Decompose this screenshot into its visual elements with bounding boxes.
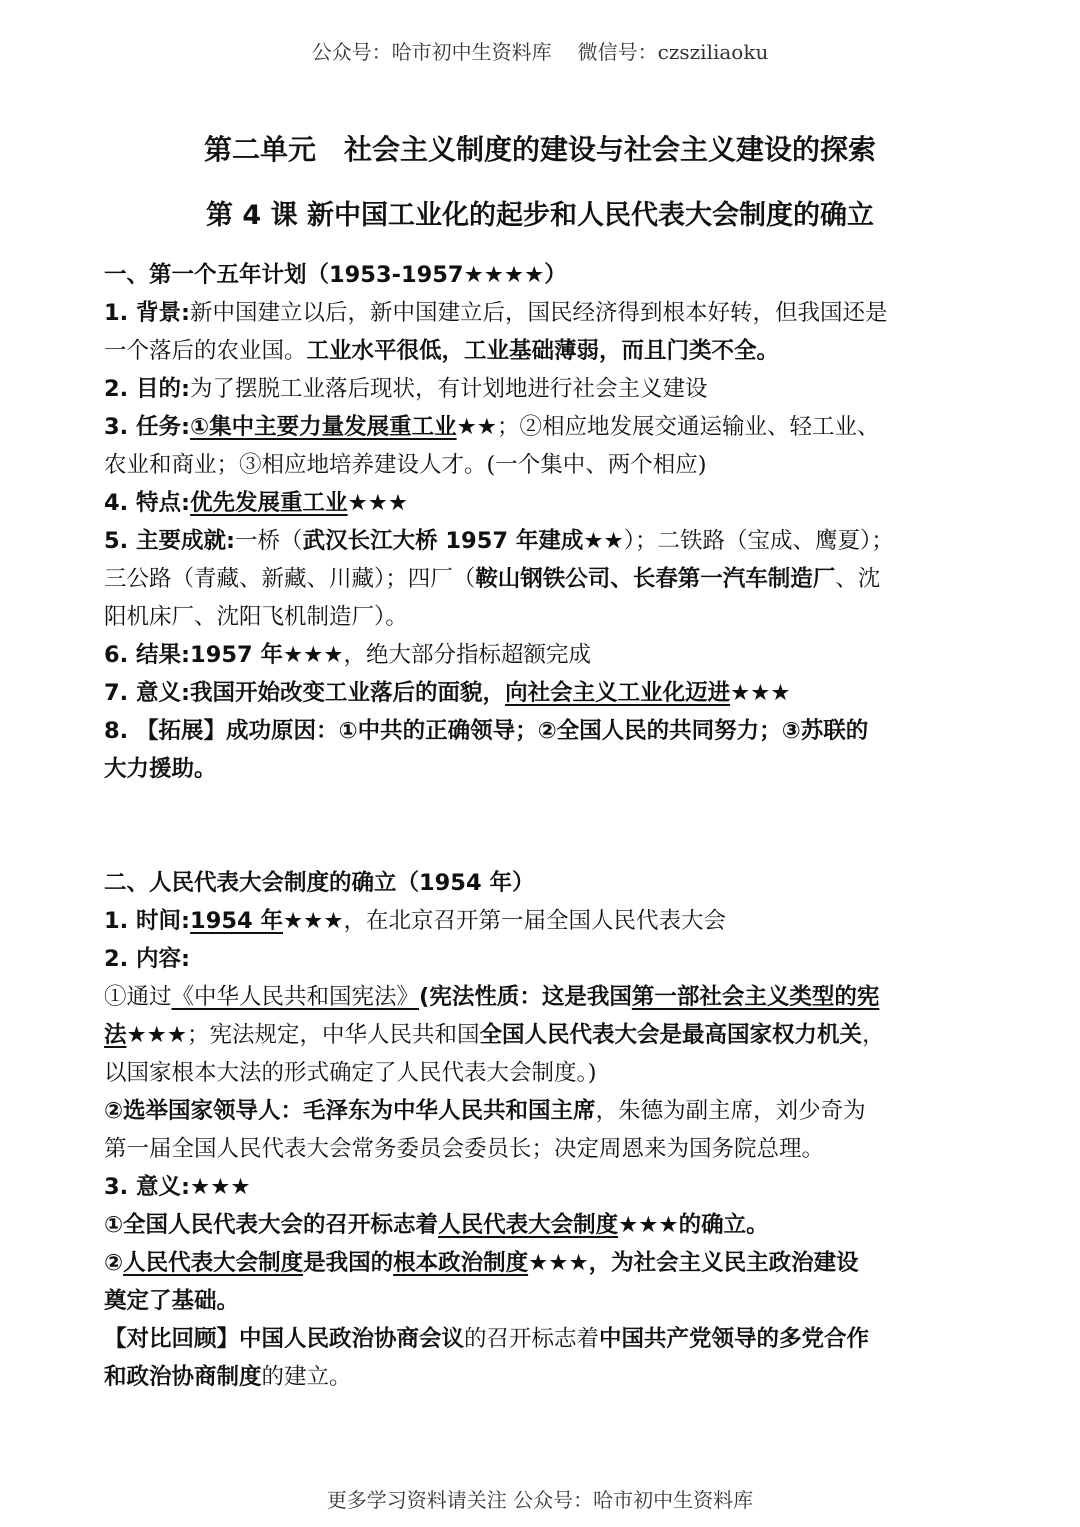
s1-item-achievements-cont2: 阳机床厂、沈阳飞机制造厂）。	[104, 604, 408, 630]
s2-item-significance: 3. 意义:★★★	[104, 1174, 251, 1200]
section1-heading: 一、第一个五年计划（1953-1957★★★★）	[104, 262, 567, 288]
s1-item-achievements: 5. 主要成就:一桥（武汉长江大桥 1957 年建成★★）；二铁路（宝成、鹰夏）；	[104, 528, 894, 554]
s1-item-extension-cont: 大力援助。	[104, 756, 217, 782]
page-footer: 更多学习资料请关注 公众号：哈市初中生资料库	[326, 1488, 754, 1512]
s2-review: 【对比回顾】中国人民政治协商会议的召开标志着中国共产党领导的多党合作	[104, 1326, 870, 1352]
s1-item-achievements-cont: 三公路（青藏、新藏、川藏）；四厂（鞍山钢铁公司、长春第一汽车制造厂、沈	[104, 566, 881, 592]
page-header	[0, 36, 1080, 65]
s2-content-election: ②选举国家领导人：毛泽东为中华人民共和国主席，朱德为副主席，刘少奇为	[104, 1098, 866, 1124]
s2-content-constitution-cont2: 以国家根本大法的形式确定了人民代表大会制度。)	[104, 1060, 597, 1086]
s2-significance-2-cont: 奠定了基础。	[104, 1288, 240, 1314]
s1-item-task: 3. 任务:①集中主要力量发展重工业★★；②相应地发展交通运输业、轻工业、	[104, 414, 880, 440]
document-body	[104, 256, 984, 1396]
s2-content-constitution: ①通过《中华人民共和国宪法》(宪法性质：这是我国第一部社会主义类型的宪	[104, 984, 880, 1010]
s1-item-task-cont: 农业和商业；③相应地培养建设人才。(一个集中、两个相应)	[104, 452, 707, 478]
s1-item-background: 1. 背景:新中国建立以后，新中国建立后，国民经济得到根本好转，但我国还是	[104, 300, 888, 326]
section2-heading: 二、人民代表大会制度的确立（1954 年）	[104, 870, 535, 896]
s1-item-result: 6. 结果:1957 年★★★，绝大部分指标超额完成	[104, 642, 592, 668]
s1-item-background-cont: 一个落后的农业国。工业水平很低，工业基础薄弱，而且门类不全。	[104, 338, 780, 364]
unit-label: 第二单元	[203, 133, 316, 166]
s1-item-extension: 8. 【拓展】成功原因：①中共的正确领导；②全国人民的共同努力；③苏联的	[104, 718, 869, 744]
s2-significance-2: ②人民代表大会制度是我国的根本政治制度★★★，为社会主义民主政治建设	[104, 1250, 859, 1276]
unit-name: 社会主义制度的建设与社会主义建设的探索	[344, 133, 877, 166]
s2-item-time: 1. 时间:1954 年★★★，在北京召开第一届全国人民代表大会	[104, 908, 727, 934]
header-wechat: 微信号：czsziliaoku	[577, 40, 769, 64]
lesson-title: 第 4 课 新中国工业化的起步和人民代表大会制度的确立	[206, 200, 874, 231]
s1-item-significance: 7. 意义:我国开始改变工业落后的面貌，向社会主义工业化迈进★★★	[104, 680, 791, 706]
unit-title	[0, 128, 1080, 168]
s2-review-cont: 和政治协商制度的建立。	[104, 1364, 352, 1390]
s2-significance-1: ①全国人民代表大会的召开标志着人民代表大会制度★★★的确立。	[104, 1212, 769, 1238]
s2-content-constitution-cont: 法★★★；宪法规定，中华人民共和国全国人民代表大会是最高国家权力机关，	[104, 1022, 885, 1048]
s2-item-content: 2. 内容:	[104, 946, 191, 972]
s1-item-feature: 4. 特点:优先发展重工业★★★	[104, 490, 409, 516]
s2-content-election-cont: 第一届全国人民代表大会常务委员会委员长；决定周恩来为国务院总理。	[104, 1136, 825, 1162]
s1-item-purpose: 2. 目的:为了摆脱工业落后现状，有计划地进行社会主义建设	[104, 376, 708, 402]
header-account: 公众号：哈市初中生资料库	[311, 40, 552, 64]
